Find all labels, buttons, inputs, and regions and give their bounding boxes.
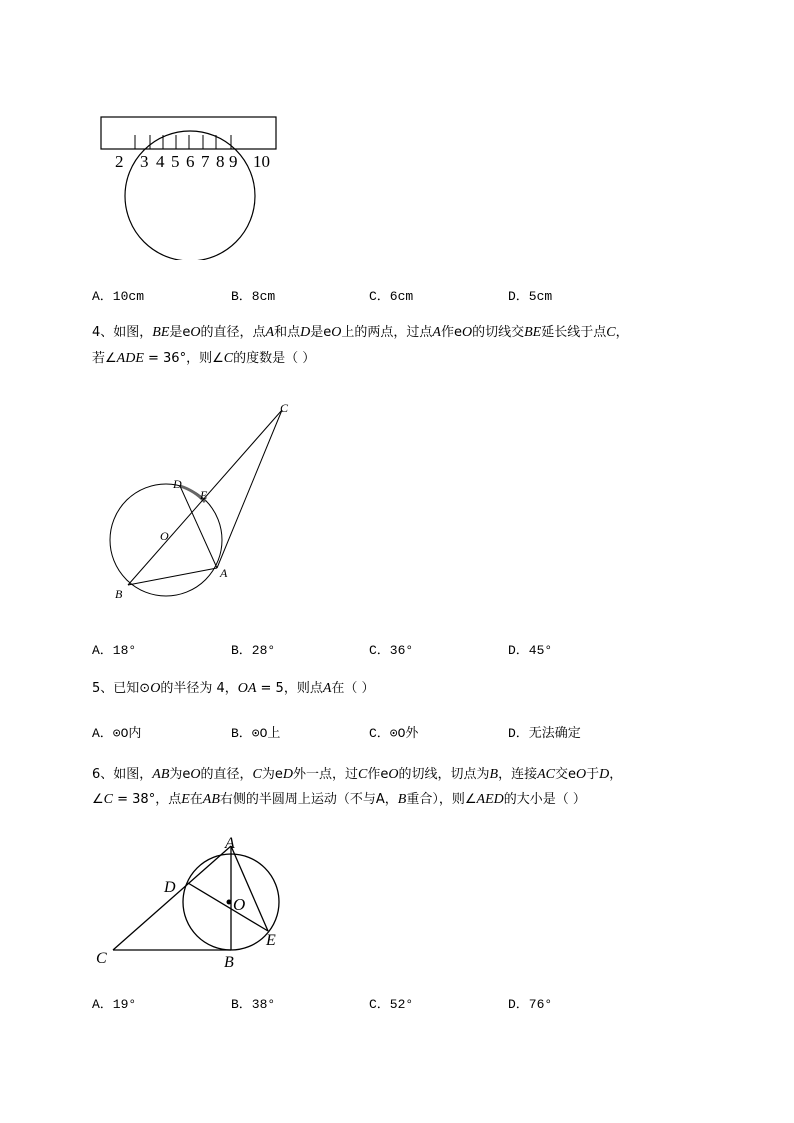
text-segment: 已知⊙ (113, 681, 151, 696)
q6-label-a: A (225, 835, 235, 852)
math-variable: D (282, 767, 294, 782)
math-variable: C (252, 767, 262, 782)
text-segment: 延长线于点 (541, 325, 607, 340)
text-segment: 为e (169, 767, 191, 782)
q6-label-b: B (224, 954, 234, 971)
text-segment: = 38°，点 (113, 792, 182, 807)
q4-stem-line2 (92, 348, 315, 370)
text-segment: 的切线交 (472, 325, 525, 340)
q6-label-e: E (266, 932, 276, 949)
ruler-label: 10 (253, 152, 270, 171)
q4-option-d[interactable]: D．45° (508, 643, 553, 658)
text-segment: 作e (440, 325, 462, 340)
q4-stem-line1 (92, 322, 629, 344)
math-variable: O (150, 681, 161, 696)
math-variable: O (461, 325, 473, 340)
ruler-label: 2 (115, 152, 124, 171)
math-variable: O (575, 767, 587, 782)
ruler-label: 6 (186, 152, 195, 171)
q3-option-b[interactable]: B．8cm (231, 289, 276, 304)
q6-label-c: C (96, 950, 107, 967)
q6-option-b[interactable]: B．38° (231, 997, 276, 1012)
q4-label-a: A (220, 566, 228, 580)
q6-number: 6、 (92, 767, 114, 782)
math-variable: AB (152, 767, 170, 782)
q4-line1-text (113, 325, 628, 340)
text-segment: = 5，则点 (256, 681, 323, 696)
math-variable: B (489, 767, 499, 782)
q5-option-a[interactable]: A．⊙O内 (92, 726, 142, 741)
math-variable: AB (202, 792, 220, 807)
q4-label-c: C (280, 401, 289, 415)
ruler-label: 7 (201, 152, 210, 171)
ruler-label: 4 (156, 152, 165, 171)
math-variable: C (358, 767, 368, 782)
q6-figure (90, 830, 300, 975)
text-segment: 如图， (113, 325, 153, 340)
q4-option-b[interactable]: B．28° (231, 643, 276, 658)
math-variable: AC (537, 767, 555, 782)
ruler-label: 9 (229, 152, 238, 171)
q6-option-c[interactable]: C．52° (369, 997, 414, 1012)
text-segment: 的直径，点 (200, 325, 266, 340)
q5-number: 5、 (92, 681, 114, 696)
math-variable: D (599, 767, 610, 782)
math-variable: ADE (116, 351, 144, 366)
ruler-label: 8 (216, 152, 225, 171)
q6-stem-line1 (92, 764, 622, 786)
text-segment: 是e (310, 325, 332, 340)
math-variable: D (300, 325, 311, 340)
math-variable: O (331, 325, 342, 340)
q5-stem (92, 678, 375, 700)
text-segment: 是e (169, 325, 191, 340)
math-variable: A (322, 681, 332, 696)
q4-label-o: O (160, 529, 169, 543)
text-segment: ∠ (92, 792, 104, 807)
q4-option-a[interactable]: A．18° (92, 643, 137, 658)
q6-stem-line2 (92, 789, 586, 811)
ruler-circle-figure (95, 110, 285, 260)
q6-option-d[interactable]: D．76° (508, 997, 553, 1012)
text-segment: 作e (367, 767, 389, 782)
q5-line1-text (113, 681, 374, 696)
q4-figure (100, 398, 310, 608)
math-variable: BE (152, 325, 170, 340)
q5-option-c[interactable]: C．⊙O外 (369, 726, 419, 741)
q6-label-o: O (233, 895, 246, 914)
q6-option-a[interactable]: A．19° (92, 997, 137, 1012)
q3-option-c[interactable]: C．6cm (369, 289, 414, 304)
math-variable: OA (237, 681, 257, 696)
text-segment: 若∠ (92, 351, 117, 366)
q4-label-b: B (115, 587, 123, 601)
text-segment: 在 (189, 792, 203, 807)
text-segment: 的半径为 4， (160, 681, 238, 696)
text-segment: 如图， (113, 767, 153, 782)
text-segment: 的度数是（ ） (233, 351, 316, 366)
text-segment: 的大小是（ ） (503, 792, 586, 807)
math-variable: O (190, 767, 201, 782)
q4-number: 4、 (92, 325, 114, 340)
text-segment: = 36°，则∠ (143, 351, 224, 366)
math-variable: C (606, 325, 616, 340)
q4-line2-text (92, 351, 315, 366)
math-variable: B (397, 792, 407, 807)
q4-option-c[interactable]: C．36° (369, 643, 414, 658)
text-segment: 右侧的半圆周上运动（不与A， (219, 792, 398, 807)
q6-label-d: D (164, 879, 176, 896)
q5-option-b[interactable]: B．⊙O上 (231, 726, 281, 741)
q6-line2-text (92, 792, 586, 807)
q3-option-a[interactable]: A．10cm (92, 289, 145, 304)
text-segment: 交e (554, 767, 576, 782)
q4-label-e: E (200, 488, 208, 502)
text-segment: 于 (586, 767, 600, 782)
text-segment: ， (609, 767, 623, 782)
q3-option-d[interactable]: D．5cm (508, 289, 553, 304)
ruler-label: 5 (171, 152, 180, 171)
math-variable: O (190, 325, 201, 340)
text-segment: 的切线，切点为 (398, 767, 490, 782)
math-variable: A (432, 325, 441, 340)
text-segment: 外一点，过 (293, 767, 359, 782)
text-segment: 在（ ） (331, 681, 375, 696)
text-segment: 和点 (274, 325, 301, 340)
q5-option-d[interactable]: D．无法确定 (508, 726, 581, 741)
text-segment: 上的两点，过点 (341, 325, 433, 340)
math-variable: A (265, 325, 275, 340)
text-segment: ，连接 (498, 767, 538, 782)
math-variable: C (223, 351, 234, 366)
text-segment: 的直径， (200, 767, 253, 782)
math-variable: E (181, 792, 190, 807)
ruler-label: 3 (140, 152, 149, 171)
math-variable: C (103, 792, 113, 807)
math-variable: O (388, 767, 399, 782)
math-variable: AED (476, 792, 504, 807)
text-segment: 为e (261, 767, 283, 782)
math-variable: BE (524, 325, 542, 340)
q6-line1-text (113, 767, 622, 782)
text-segment: ， (615, 325, 629, 340)
text-segment: 重合），则∠ (406, 792, 477, 807)
q4-label-d: D (173, 477, 182, 491)
